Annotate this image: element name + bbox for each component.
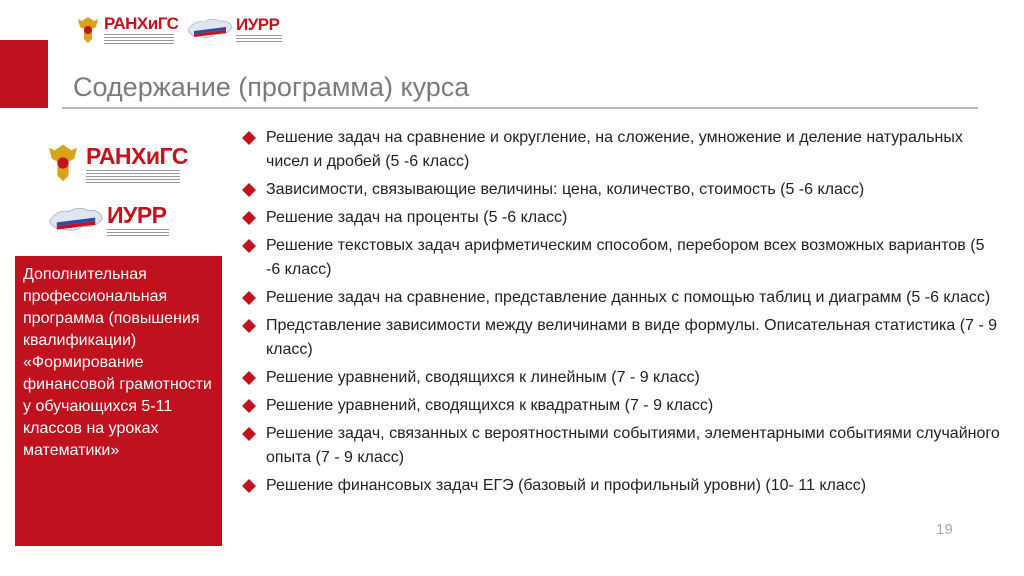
topic-list (240, 126, 1000, 502)
topic-item (240, 422, 1000, 470)
diamond-bullet-icon (242, 131, 256, 145)
topic-text: Решение текстовых задач арифметическим способом, перебором всех возможных вариантов (5 -6 класс) (266, 237, 985, 278)
topic-item (240, 234, 1000, 282)
side-ranepa-logo (46, 142, 188, 184)
russia-map-icon (186, 14, 234, 44)
page-number: 19 (936, 521, 953, 538)
diamond-bullet-icon (242, 399, 256, 413)
topic-item (240, 178, 1000, 202)
ranepa-logo (76, 14, 178, 46)
topic-text: Решение задач на проценты (5 -6 класс) (266, 209, 568, 226)
diamond-bullet-icon (242, 479, 256, 493)
iurr-logo-text: ИУРР (236, 15, 280, 34)
topic-text: Зависимости, связывающие величины: цена, количество, стоимость (5 -6 класс) (266, 181, 865, 198)
diamond-bullet-icon (242, 291, 256, 305)
diamond-bullet-icon (242, 371, 256, 385)
russia-map-icon (47, 202, 105, 238)
topic-text: Решение задач на сравнение, представление данных с помощью таблиц и диаграмм (5 -6 класс) (266, 289, 991, 306)
topic-text: Решение задач, связанных с вероятностными событиями, элементарными событиями случайного опыта (7 - 9 класс) (266, 425, 1000, 466)
topic-item (240, 126, 1000, 174)
topic-text: Решение уравнений, сводящихся к квадратным (7 - 9 класс) (266, 397, 714, 414)
diamond-bullet-icon (242, 239, 256, 253)
topic-text: Представление зависимости между величинами в виде формулы. Описательная статистика (7 - 9 класс) (266, 317, 998, 358)
side-ranepa-logo-text: РАНХиГС (86, 142, 188, 169)
side-iurr-logo-text: ИУРР (107, 202, 167, 228)
side-iurr-logo (47, 202, 169, 238)
title-divider (62, 107, 978, 109)
ranepa-logo-text: РАНХиГС (104, 14, 179, 33)
eagle-emblem-icon (76, 15, 100, 45)
diamond-bullet-icon (242, 427, 256, 441)
diamond-bullet-icon (242, 319, 256, 333)
topic-text: Решение финансовых задач ЕГЭ (базовый и профильный уровни) (10- 11 класс) (266, 477, 867, 494)
topic-text: Решение уравнений, сводящихся к линейным (7 - 9 класс) (266, 369, 700, 386)
topic-item (240, 474, 1000, 498)
diamond-bullet-icon (242, 183, 256, 197)
topic-item (240, 314, 1000, 362)
program-description-box: Дополнительная профессиональная программа (повышения квалификации) «Формирование финансовой грамотности у обучающихся 5-11 классов на уроках математики» (15, 256, 222, 546)
diamond-bullet-icon (242, 211, 256, 225)
eagle-emblem-icon (46, 142, 80, 184)
topic-item (240, 286, 1000, 310)
red-accent-bar (0, 40, 48, 108)
topic-text: Решение задач на сравнение и округление, на сложение, умножение и деление натуральных чисел и дробей (5 -6 класс) (266, 129, 963, 170)
topic-item (240, 366, 1000, 390)
topic-item (240, 394, 1000, 418)
topic-item (240, 206, 1000, 230)
iurr-logo (186, 14, 282, 44)
page-title: Содержание (программа) курса (73, 72, 470, 102)
